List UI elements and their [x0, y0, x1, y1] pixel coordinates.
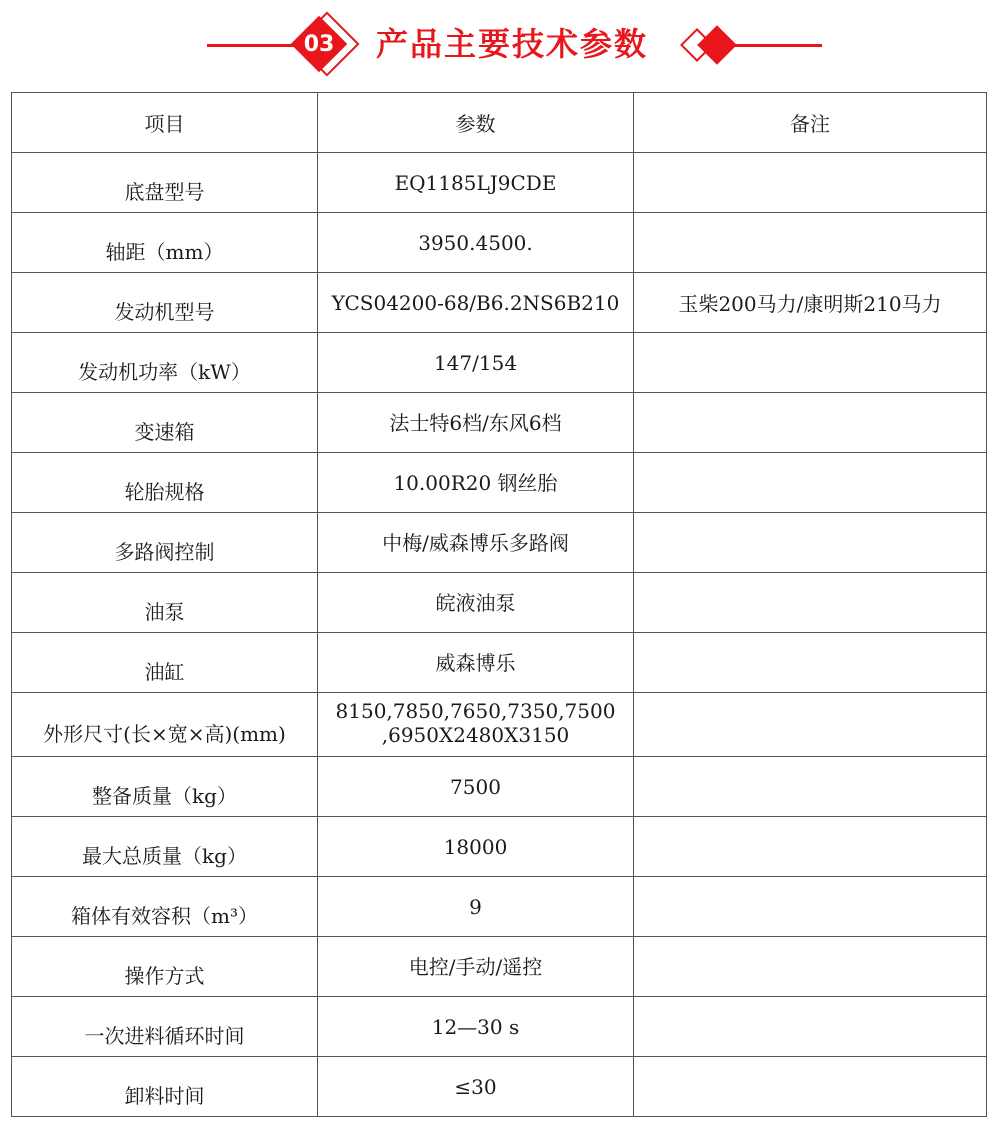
- cell-param: 9: [318, 877, 634, 937]
- cell-note: [634, 213, 987, 273]
- header-line-right: [734, 44, 822, 47]
- section-number-badge: 03: [303, 31, 335, 57]
- cell-item: 油泵: [12, 573, 318, 633]
- cell-note: [634, 693, 987, 757]
- spec-table: [11, 92, 987, 1117]
- table-row: [12, 393, 987, 453]
- cell-param: 147/154: [318, 333, 634, 393]
- cell-param: 18000: [318, 817, 634, 877]
- cell-param: 皖液油泵: [318, 573, 634, 633]
- cell-param: EQ1185LJ9CDE: [318, 153, 634, 213]
- table-row: [12, 877, 987, 937]
- table-row: [12, 633, 987, 693]
- cell-param: 3950.4500.: [318, 213, 634, 273]
- cell-note: [634, 153, 987, 213]
- cell-note: [634, 757, 987, 817]
- cell-item: 箱体有效容积（m³）: [12, 877, 318, 937]
- table-row: [12, 937, 987, 997]
- cell-param: [318, 693, 634, 757]
- section-header: [0, 0, 1000, 92]
- cell-item: 外形尺寸(长×宽×高)(mm): [12, 693, 318, 757]
- cell-item: 变速箱: [12, 393, 318, 453]
- header-line-left: [207, 44, 303, 47]
- cell-note: [634, 453, 987, 513]
- cell-param: ≤30: [318, 1057, 634, 1117]
- cell-note: [634, 393, 987, 453]
- column-header-item: 项目: [12, 93, 318, 153]
- cell-param: 7500: [318, 757, 634, 817]
- table-row: [12, 513, 987, 573]
- table-header-row: [12, 93, 987, 153]
- column-header-param: 参数: [318, 93, 634, 153]
- table-row: [12, 333, 987, 393]
- cell-note: [634, 333, 987, 393]
- cell-item: 轮胎规格: [12, 453, 318, 513]
- cell-note: [634, 633, 987, 693]
- cell-note: [634, 573, 987, 633]
- cell-note: [634, 817, 987, 877]
- cell-item: 轴距（mm）: [12, 213, 318, 273]
- table-row: [12, 997, 987, 1057]
- cell-note: [634, 513, 987, 573]
- cell-item: 一次进料循环时间: [12, 997, 318, 1057]
- cell-param: 威森博乐: [318, 633, 634, 693]
- cell-item: 发动机功率（kW）: [12, 333, 318, 393]
- table-row: [12, 693, 987, 757]
- cell-item: 多路阀控制: [12, 513, 318, 573]
- table-row: [12, 453, 987, 513]
- cell-item: 最大总质量（kg）: [12, 817, 318, 877]
- cell-item: 操作方式: [12, 937, 318, 997]
- table-row: [12, 817, 987, 877]
- diamond-filled-icon: [697, 25, 737, 65]
- table-row: [12, 273, 987, 333]
- table-row: [12, 1057, 987, 1117]
- cell-note: [634, 937, 987, 997]
- column-header-note: 备注: [634, 93, 987, 153]
- table-row: [12, 573, 987, 633]
- section-title: 产品主要技术参数: [376, 25, 649, 63]
- param-line-1: 8150,7850,7650,7350,7500: [335, 699, 616, 723]
- cell-item: 油缸: [12, 633, 318, 693]
- cell-param: YCS04200-68/B6.2NS6B210: [318, 273, 634, 333]
- cell-item: 整备质量（kg）: [12, 757, 318, 817]
- param-line-2: ,6950X2480X3150: [381, 723, 570, 747]
- table-row: [12, 153, 987, 213]
- cell-param: 12—30 s: [318, 997, 634, 1057]
- table-row: [12, 213, 987, 273]
- cell-note: [634, 1057, 987, 1117]
- cell-param: 电控/手动/遥控: [318, 937, 634, 997]
- cell-item: 卸料时间: [12, 1057, 318, 1117]
- cell-item: 发动机型号: [12, 273, 318, 333]
- cell-param: 10.00R20 钢丝胎: [318, 453, 634, 513]
- cell-item: 底盘型号: [12, 153, 318, 213]
- cell-note: 玉柴200马力/康明斯210马力: [634, 273, 987, 333]
- cell-param: 中梅/威森博乐多路阀: [318, 513, 634, 573]
- table-row: [12, 757, 987, 817]
- cell-note: [634, 997, 987, 1057]
- cell-param: 法士特6档/东风6档: [318, 393, 634, 453]
- cell-note: [634, 877, 987, 937]
